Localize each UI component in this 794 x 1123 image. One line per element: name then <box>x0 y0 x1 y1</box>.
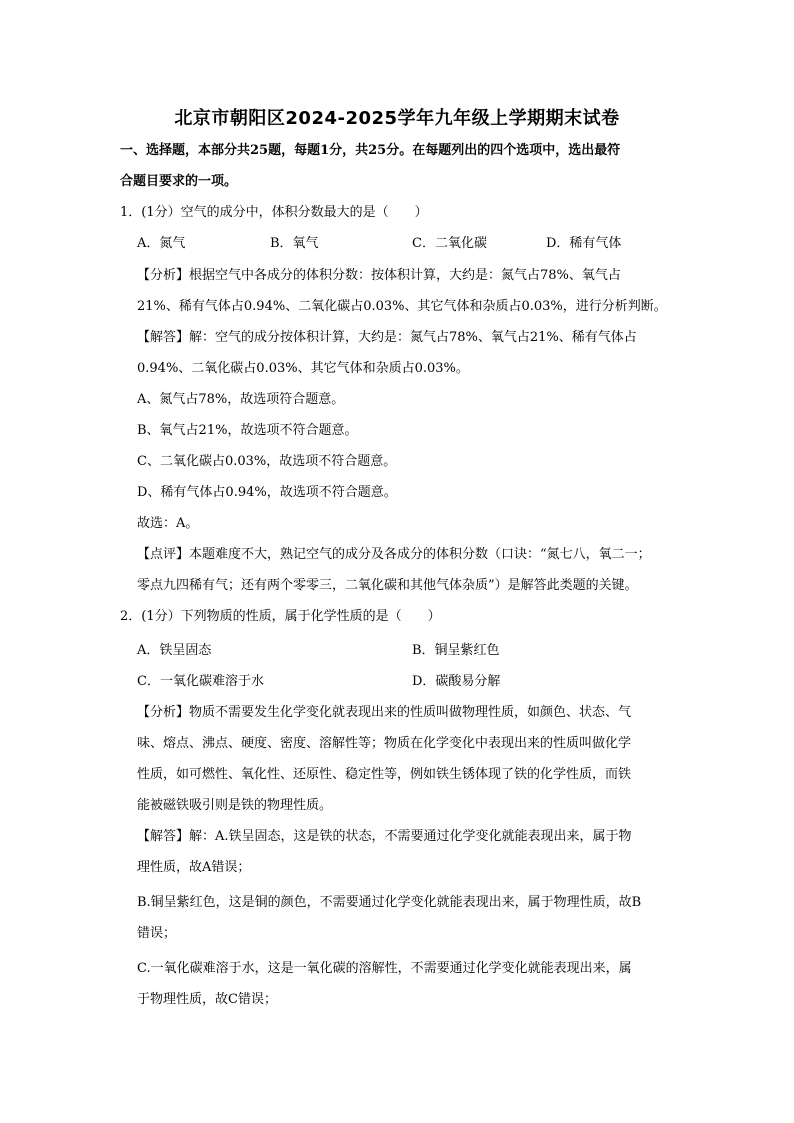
q1-line-d: D、稀有气体占0.94%，故选项不符合题意。 <box>137 485 397 500</box>
q2-analysis-line4: 能被磁铁吸引则是铁的物理性质。 <box>137 798 333 813</box>
q1-option-b: B．氧气 <box>270 236 319 251</box>
q1-stem: 1．(1分）空气的成分中，体积分数最大的是（ ） <box>120 205 428 220</box>
q2-answer-c-line2: 于物理性质，故C错误； <box>137 992 277 1007</box>
q2-option-c: C．一氧化碳难溶于水 <box>137 674 264 689</box>
q2-answer-line1: 【解答】解：A.铁呈固态，这是铁的状态，不需要通过化学变化就能表现出来，属于物 <box>137 829 632 844</box>
q1-option-a: A．氮气 <box>137 236 186 251</box>
q2-answer-c-line1: C.一氧化碳难溶于水，这是一氧化碳的溶解性，不需要通过化学变化就能表现出来，属 <box>137 961 632 976</box>
q1-answer-line2: 0.94%、二氧化碳占0.03%、其它气体和杂质占0.03%。 <box>137 361 469 376</box>
section-instruction-line2: 合题目要求的一项。 <box>120 174 238 189</box>
page-title: 北京市朝阳区2024-2025学年九年级上学期期末试卷 <box>174 108 620 129</box>
q2-analysis-line3: 性质，如可燃性、氧化性、还原性、稳定性等，例如铁生锈体现了铁的化学性质，而铁 <box>137 767 632 782</box>
q2-option-d: D．碳酸易分解 <box>412 674 501 689</box>
q1-analysis-line1: 【分析】根据空气中各成分的体积分数：按体积计算，大约是：氮气占78%、氧气占 <box>137 268 621 283</box>
section-instruction-line1: 一、选择题，本部分共25题，每题1分，共25分。在每题列出的四个选项中，选出最符 <box>120 143 621 158</box>
q2-answer-b-line2: 错误； <box>137 926 177 941</box>
q1-analysis-line2: 21%、稀有气体占0.94%、二氧化碳占0.03%、其它气体和杂质占0.03%，进行分析判断。 <box>137 299 667 314</box>
q1-line-c: C、二氧化碳占0.03%，故选项不符合题意。 <box>137 454 397 469</box>
q2-option-b: B．铜呈紫红色 <box>412 643 500 658</box>
q1-option-c: C．二氧化碳 <box>412 236 487 251</box>
q1-choice: 故选：A。 <box>137 516 199 531</box>
q1-comment-line1: 【点评】本题难度不大，熟记空气的成分及各成分的体积分数（口诀：“氮七八，氧二一； <box>137 547 651 562</box>
q2-option-a: A．铁呈固态 <box>137 643 212 658</box>
q1-answer-line1: 【解答】解：空气的成分按体积计算，大约是：氮气占78%、氧气占21%、稀有气体占 <box>137 330 637 345</box>
q2-analysis-line2: 味、熔点、沸点、硬度、密度、溶解性等；物质在化学变化中表现出来的性质叫做化学 <box>137 736 632 751</box>
q2-answer-b-line1: B.铜呈紫红色，这是铜的颜色，不需要通过化学变化就能表现出来，属于物理性质，故B <box>137 895 642 910</box>
q2-stem: 2．(1分）下列物质的性质，属于化学性质的是（ ） <box>120 609 441 624</box>
q2-analysis-line1: 【分析】物质不需要发生化学变化就表现出来的性质叫做物理性质，如颜色、状态、气 <box>137 705 632 720</box>
q1-line-a: A、氮气占78%，故选项符合题意。 <box>137 392 345 407</box>
q1-line-b: B、氧气占21%，故选项不符合题意。 <box>137 423 358 438</box>
q2-answer-line2: 理性质，故A错误； <box>137 860 251 875</box>
q1-option-d: D．稀有气体 <box>546 236 622 251</box>
q1-comment-line2: 零点九四稀有气；还有两个零零三，二氧化碳和其他气体杂质”）是解答此类题的关键。 <box>137 578 638 593</box>
